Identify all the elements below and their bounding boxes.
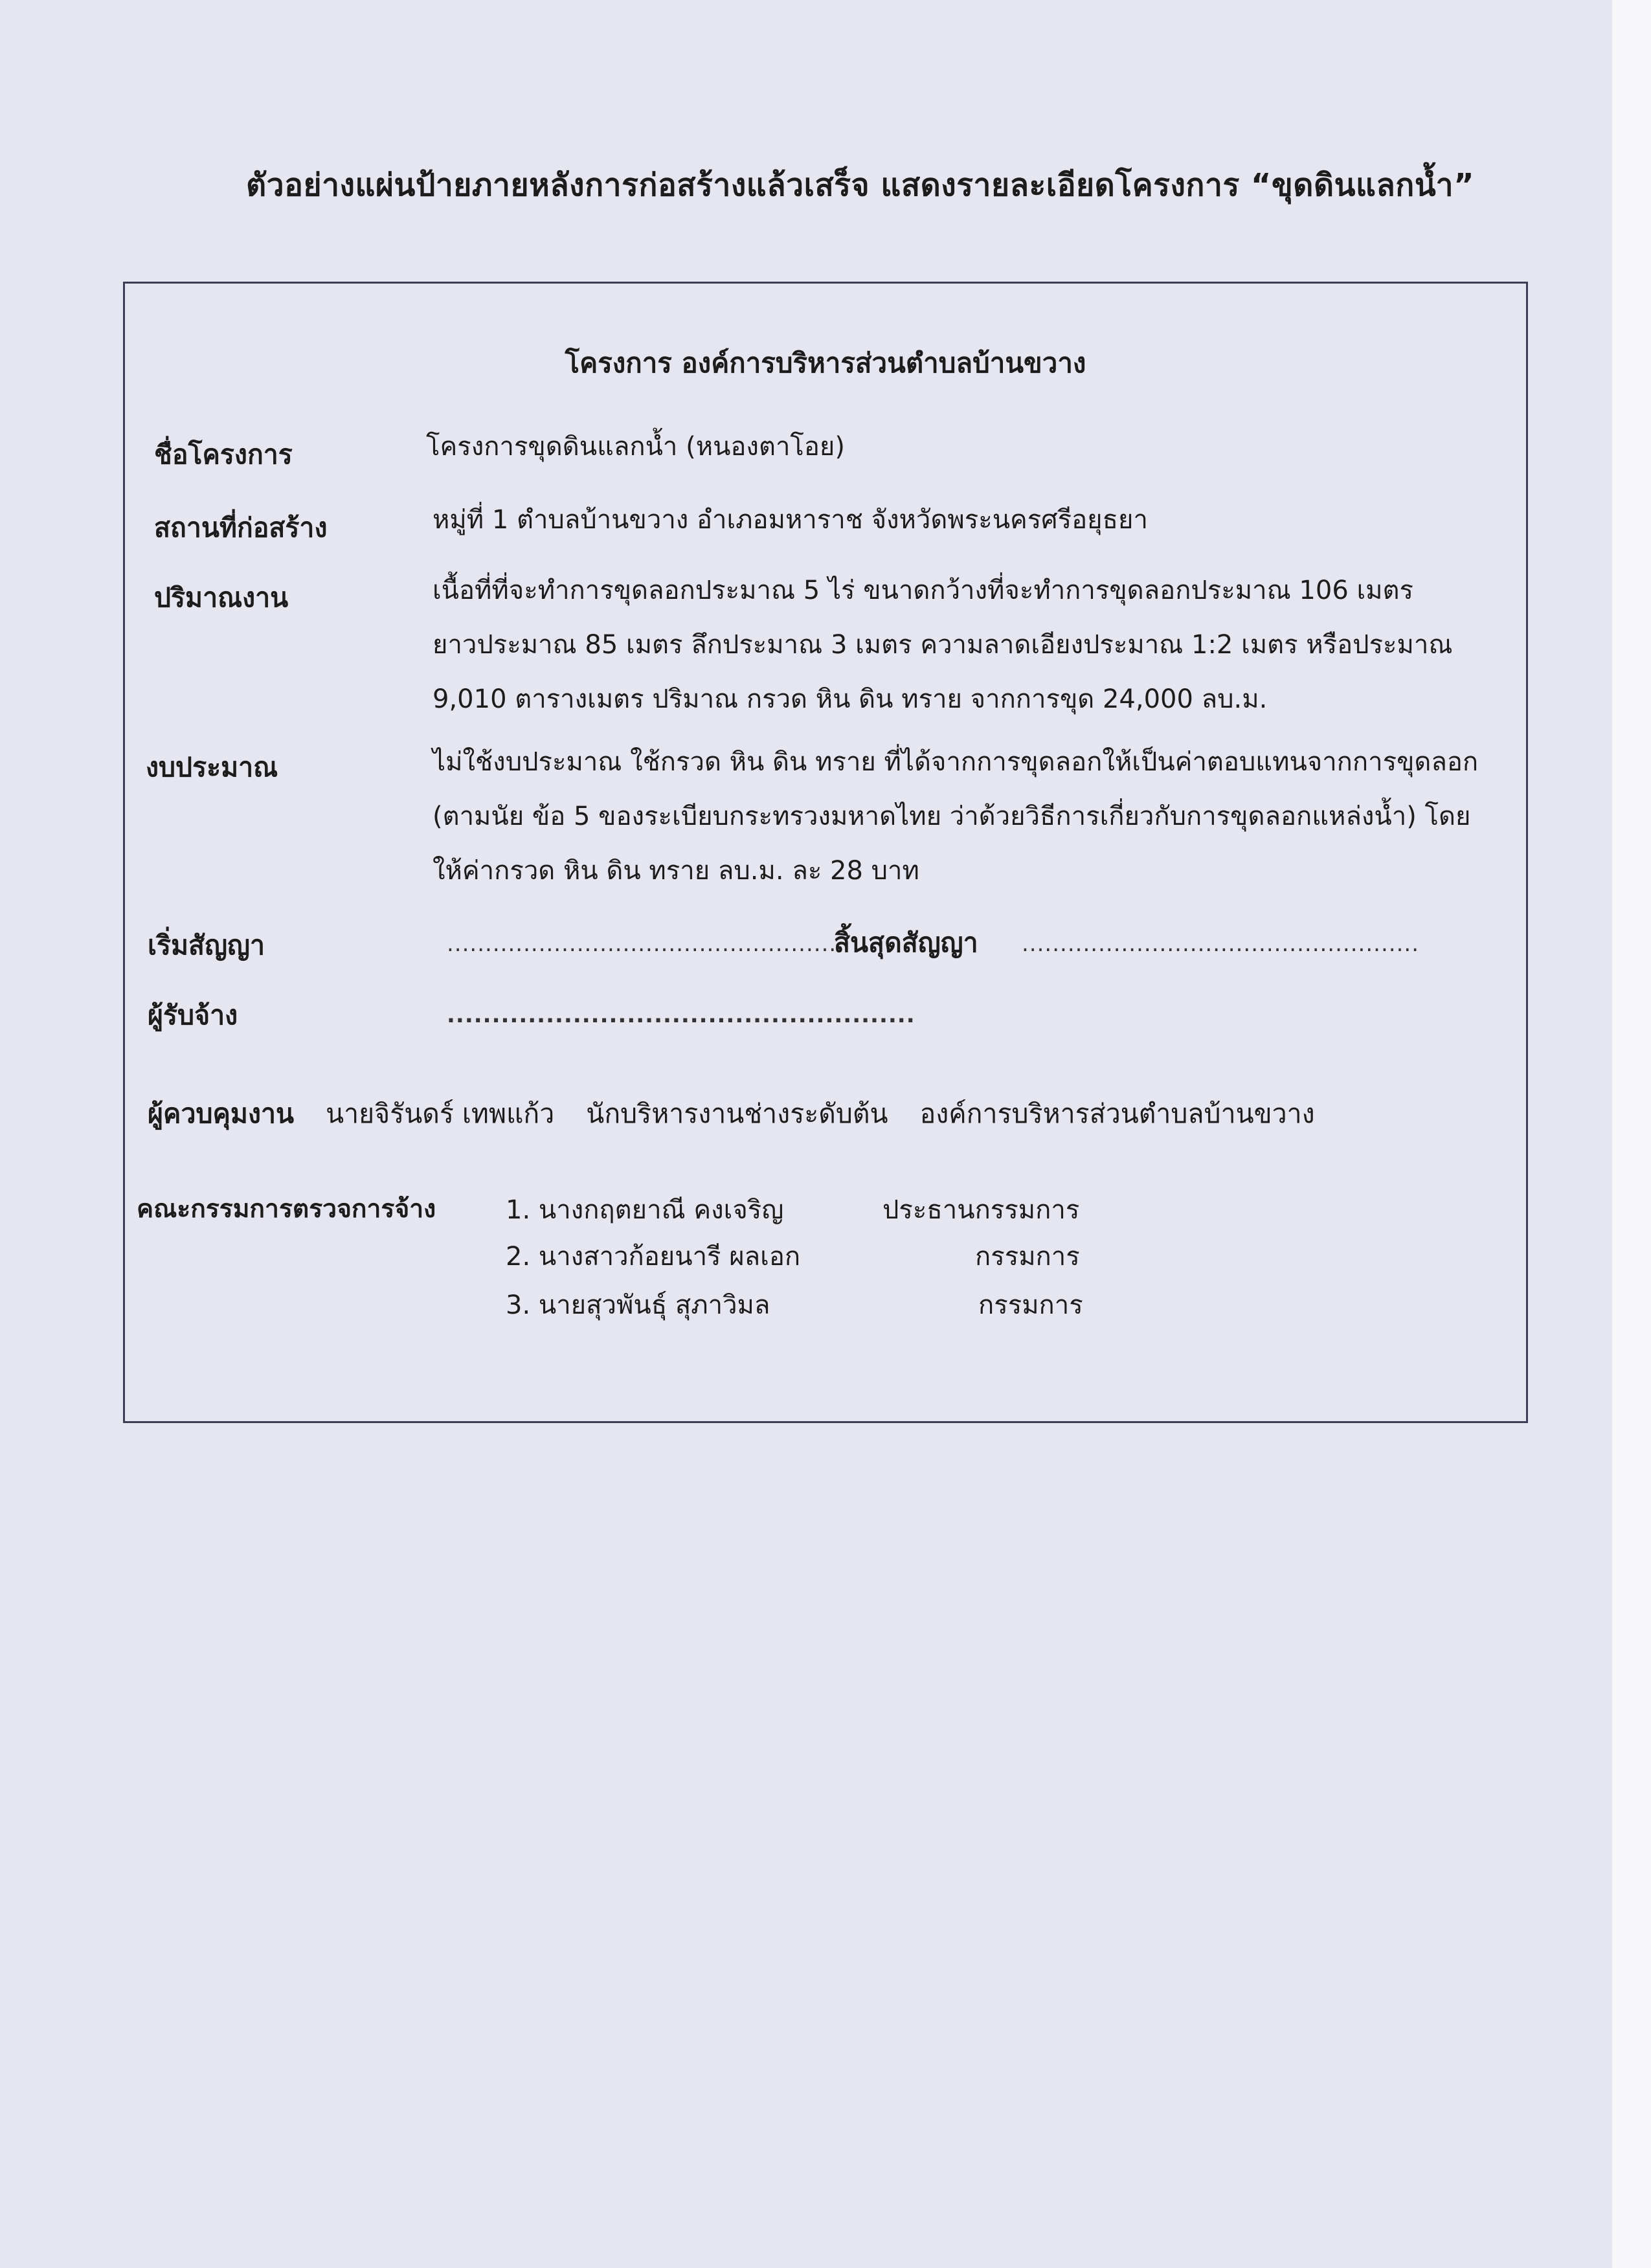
- budget-line: (ตามนัย ข้อ 5 ของระเบียบกระทรวงมหาดไทย ว่าด้วยวิธีการเกี่ยวกับการขุดลอกแหล่งน้ำ) โดย: [432, 802, 1471, 831]
- committee-member-name: 2. นางสาวก้อยนารี ผลเอก: [506, 1242, 801, 1272]
- project-sign-board: [123, 282, 1528, 1423]
- committee-member-role: กรรมการ: [978, 1290, 1083, 1320]
- project-name-label: ชื่อโครงการ: [154, 439, 293, 470]
- quantity-label: ปริมาณงาน: [154, 582, 289, 613]
- contract-start-label: เริ่มสัญญา: [148, 930, 265, 961]
- committee-member-role: ประธานกรรมการ: [882, 1195, 1080, 1225]
- supervisor-name: นายจิรันดร์ เทพแก้ว: [326, 1098, 555, 1129]
- contractor-label: ผู้รับจ้าง: [148, 1000, 238, 1031]
- budget-label: งบประมาณ: [146, 752, 278, 783]
- committee-member-name: 3. นายสุวพันธุ์ สุภาวิมล: [506, 1290, 770, 1320]
- quantity-line: 9,010 ตารางเมตร ปริมาณ กรวด หิน ดิน ทราย จากการขุด 24,000 ลบ.ม.: [432, 684, 1268, 714]
- budget-description: [432, 735, 1494, 898]
- supervisor-label: ผู้ควบคุมงาน: [148, 1098, 295, 1129]
- location-value: หมู่ที่ 1 ตำบลบ้านขวาง อำเภอมหาราช จังหวัดพระนครศรีอยุธยา: [432, 505, 1148, 535]
- budget-line: ให้ค่ากรวด หิน ดิน ทราย ลบ.ม. ละ 28 บาท: [432, 856, 919, 886]
- project-name-value: โครงการขุดดินแลกน้ำ (หนองตาโอย): [426, 432, 845, 462]
- budget-line: ไม่ใช้งบประมาณ ใช้กรวด หิน ดิน ทราย ที่ได้จากการขุดลอกให้เป็นค่าตอบแทนจากการขุดลอก: [432, 747, 1479, 777]
- document-title: ตัวอย่างแผ่นป้ายภายหลังการก่อสร้างแล้วเสร็จ แสดงรายละเอียดโครงการ “ขุดดินแลกน้ำ”: [246, 167, 1475, 203]
- contractor-value: ....................................................: [447, 1002, 915, 1028]
- committee-member-name: 1. นางกฤตยาณี คงเจริญ: [506, 1195, 784, 1225]
- page-edge-strip: [1612, 0, 1651, 2268]
- quantity-line: เนื้อที่ที่จะทำการขุดลอกประมาณ 5 ไร่ ขนาดกว้างที่จะทำการขุดลอกประมาณ 106 เมตร: [432, 576, 1413, 605]
- contract-end-value: ....................................................: [1022, 931, 1419, 957]
- quantity-line: ยาวประมาณ 85 เมตร ลึกประมาณ 3 เมตร ความลาดเอียงประมาณ 1:2 เมตร หรือประมาณ: [432, 630, 1453, 660]
- committee-label: คณะกรรมการตรวจการจ้าง: [137, 1195, 436, 1224]
- committee-member-role: กรรมการ: [975, 1242, 1080, 1272]
- location-label: สถานที่ก่อสร้าง: [154, 512, 328, 543]
- supervisor-row: [148, 1093, 1338, 1135]
- supervisor-position: นักบริหารงานช่างระดับต้น: [586, 1098, 888, 1129]
- supervisor-organization: องค์การบริหารส่วนตำบลบ้านขวาง: [919, 1098, 1315, 1129]
- contract-end-label: สิ้นสุดสัญญา: [834, 927, 978, 958]
- quantity-description: [432, 563, 1494, 726]
- board-header: โครงการ องค์การบริหารส่วนตำบลบ้านขวาง: [565, 347, 1086, 379]
- contract-start-value: ....................................................: [447, 931, 844, 957]
